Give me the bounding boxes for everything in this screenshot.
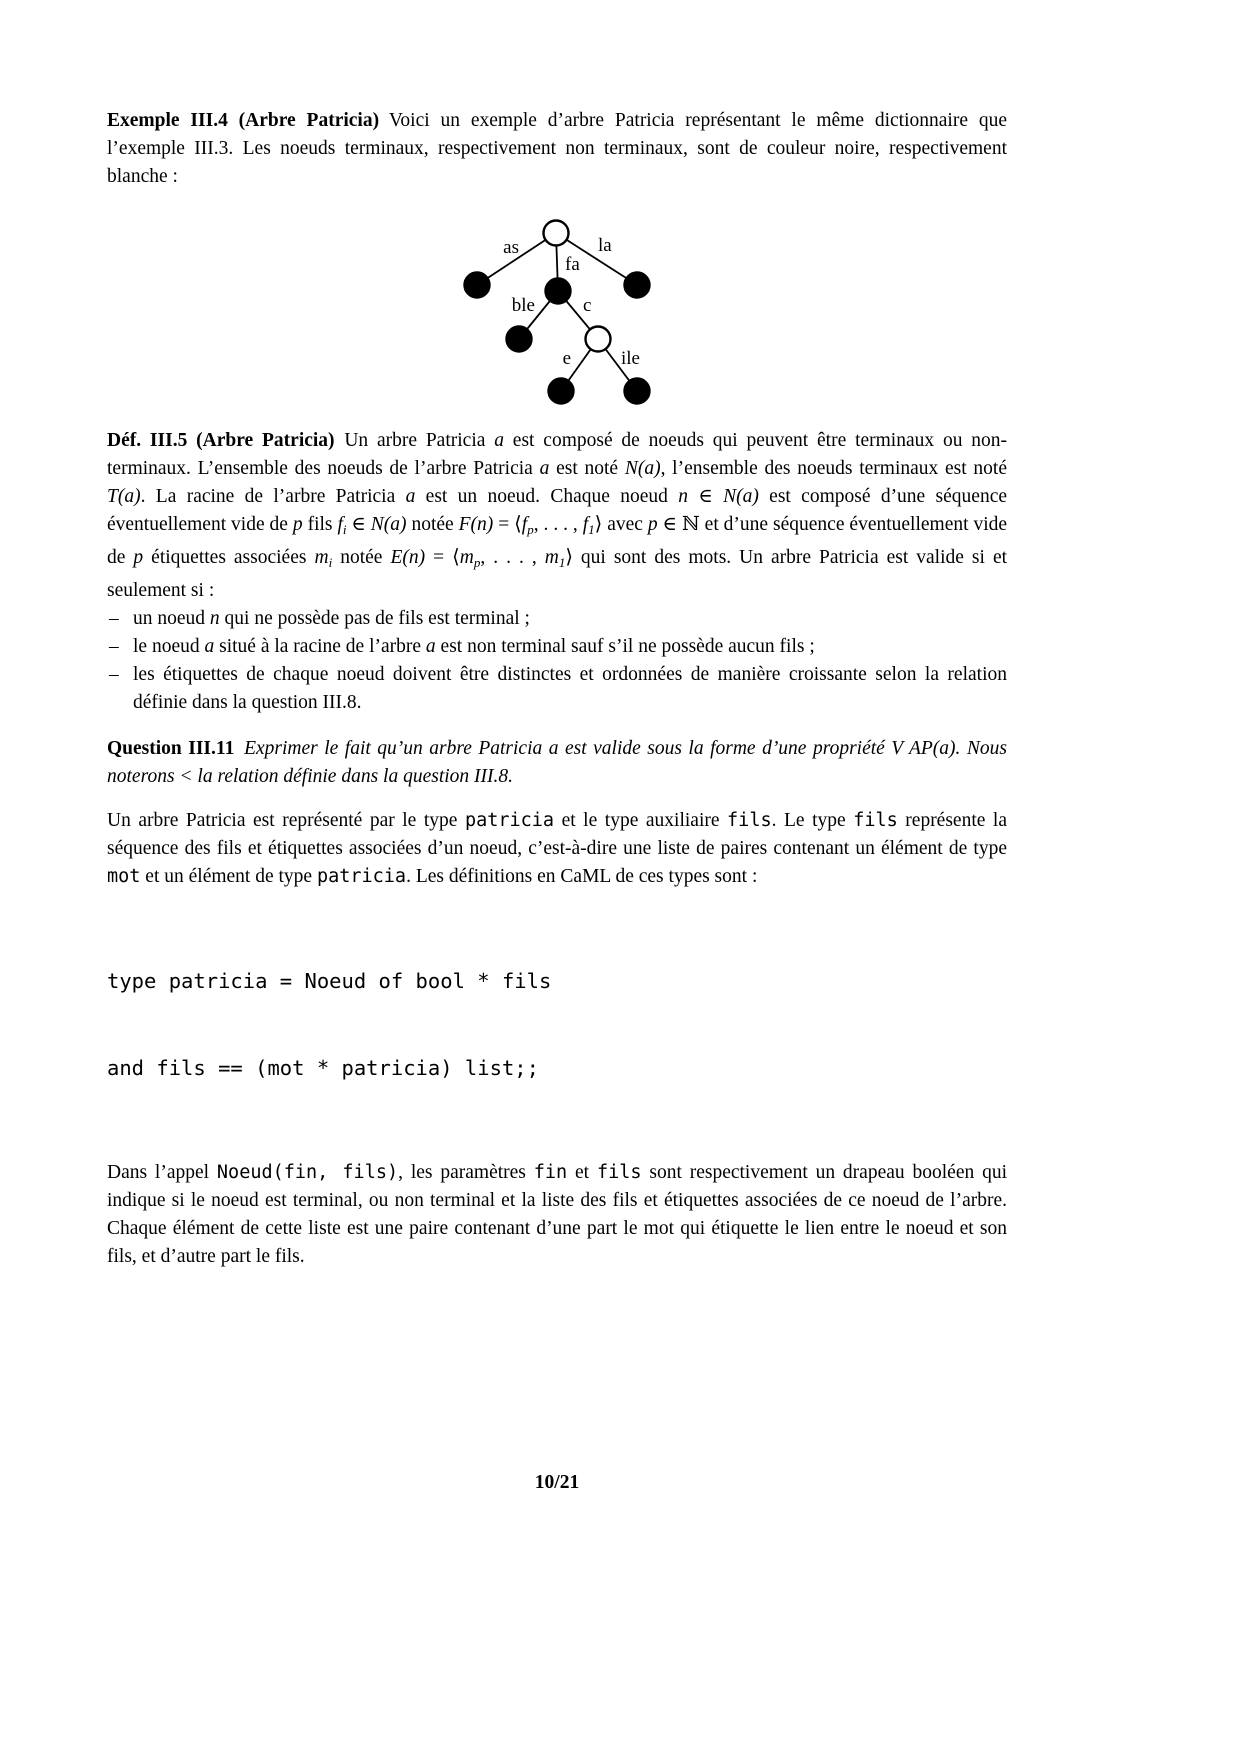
noeud-call-paragraph	[107, 1159, 1007, 1271]
text-segment: = ⟨	[493, 514, 522, 535]
validity-condition-text	[133, 608, 530, 629]
text-segment: Un arbre Patricia	[334, 430, 495, 451]
text-segment: , . . . ,	[480, 547, 545, 568]
text-segment: n	[209, 608, 220, 629]
tree-node-child-e	[549, 379, 574, 404]
tree-node-root	[544, 221, 569, 246]
text-segment: et le type auxiliaire	[554, 810, 728, 831]
tree-node-child-ble	[507, 327, 532, 352]
text-segment: est un noeud. Chaque noeud	[415, 486, 679, 507]
patricia-tree-svg	[407, 213, 707, 413]
validity-condition-2	[107, 633, 1007, 661]
tree-node-child-as	[465, 273, 490, 298]
text-segment: f	[582, 514, 589, 535]
text-segment: . Le type	[771, 810, 854, 831]
text-segment: m	[544, 547, 559, 568]
text-segment: Déf. III.5 (Arbre Patricia)	[107, 430, 335, 451]
text-segment: i	[328, 555, 333, 570]
text-segment: fils	[302, 514, 338, 535]
text-segment: fils	[596, 1162, 642, 1183]
definition-paragraph	[107, 427, 1007, 605]
page-number: 10/21	[534, 1472, 580, 1493]
text-segment: E(n)	[390, 547, 426, 568]
validity-condition-3	[107, 661, 1007, 717]
text-segment: , l’ensemble des noeuds terminaux est noté	[660, 458, 1007, 479]
text-segment: m	[314, 547, 329, 568]
text-segment: p	[473, 555, 481, 570]
text-segment: p	[527, 522, 534, 537]
text-segment: n	[678, 486, 688, 507]
text-segment: N(a)	[624, 458, 661, 479]
text-segment: p	[647, 514, 658, 535]
text-segment: et un élément de type	[140, 866, 317, 887]
text-segment: 1	[558, 555, 566, 570]
text-segment: a	[494, 430, 504, 451]
question-paragraph	[107, 735, 1007, 791]
text-segment: f	[337, 514, 343, 535]
code-line: type patricia = Noeud of bool * fils	[107, 969, 552, 993]
text-segment: Voici un exemple d’arbre Patricia représentant le même dictionnaire que l’exemple III.3. Les noeuds terminaux, respectivement non terminaux, sont de couleur noire, respectivement blanche :	[107, 110, 1007, 187]
text-segment: fin	[533, 1162, 568, 1183]
text-segment: T(a)	[107, 486, 141, 507]
edge-label-c: c	[583, 295, 592, 316]
text-segment: Un arbre Patricia est représenté par le type	[107, 810, 465, 831]
tree-edges	[477, 233, 637, 391]
text-segment: mot	[107, 866, 141, 887]
text-segment: ∈ ℕ et d’une séquence éventuellement vide de	[107, 514, 1008, 568]
text-segment: a	[425, 636, 436, 657]
text-segment: est noté	[549, 458, 625, 479]
text-segment: = ⟨	[425, 547, 460, 568]
validity-conditions-list	[107, 605, 1007, 717]
text-segment: ∈	[687, 486, 724, 507]
text-segment: Exemple III.4 (Arbre Patricia)	[107, 110, 380, 131]
text-segment: qui ne possède pas de fils est terminal ;	[219, 608, 530, 629]
text-segment: et	[567, 1162, 597, 1183]
text-segment: le noeud	[133, 636, 205, 657]
text-segment: notée	[406, 514, 459, 535]
text-segment: p	[133, 547, 144, 568]
validity-condition-1	[107, 605, 1007, 633]
text-segment: i	[342, 522, 347, 537]
text-segment: a	[539, 458, 550, 479]
text-segment: fils	[727, 810, 772, 831]
text-segment: Dans l’appel	[107, 1162, 217, 1183]
text-segment: 1	[588, 522, 595, 537]
text-segment: F(n)	[458, 514, 494, 535]
text-segment: a	[405, 486, 416, 507]
caml-code-block	[107, 909, 1007, 1141]
text-segment: fils	[853, 810, 898, 831]
text-segment: patricia	[464, 810, 555, 831]
text-segment: ⟩ qui sont des mots. Un arbre Patricia est valide si et seulement si :	[107, 547, 1008, 601]
edge-label-fa: fa	[565, 254, 580, 275]
text-segment: a	[204, 636, 215, 657]
tree-node-child-fa	[546, 279, 571, 304]
text-segment: les étiquettes de chaque noeud doivent être distinctes et ordonnées de manière croissante selon la relation définie dans la question III.8.	[133, 664, 1007, 713]
edge-label-ble: ble	[511, 295, 535, 316]
code-line: and fils == (mot * patricia) list;;	[107, 1056, 539, 1080]
text-segment: f	[521, 514, 528, 535]
tree-node-child-ile	[625, 379, 650, 404]
dash-bullet: –	[109, 664, 119, 685]
text-segment: est composé de noeuds qui peuvent être terminaux ou non-terminaux. L’ensemble des noeuds de l’arbre Patricia	[107, 430, 1008, 479]
text-segment: représente la séquence des fils et étiquettes associées d’un noeud, c’est-à-dire une liste de paires contenant un élément de type	[107, 810, 1008, 859]
validity-condition-text	[133, 664, 1007, 713]
edge-label-la: la	[598, 235, 612, 256]
tree-node-child-la	[625, 273, 650, 298]
dash-bullet: –	[109, 608, 119, 629]
edge-label-as: as	[503, 237, 519, 258]
text-segment: , les paramètres	[398, 1162, 534, 1183]
text-segment: . Les définitions en CaML de ces types sont :	[406, 866, 758, 887]
text-segment: p	[292, 514, 303, 535]
example-paragraph	[107, 107, 1007, 191]
dash-bullet: –	[109, 636, 119, 657]
text-segment: est composé d’une séquence éventuellement vide de	[107, 486, 1008, 535]
text-segment: Question III.11	[107, 738, 235, 759]
text-segment: ⟩ avec	[594, 514, 648, 535]
text-segment: étiquettes associées	[143, 547, 315, 568]
text-segment: est non terminal sauf s’il ne possède aucun fils ;	[435, 636, 815, 657]
text-segment: N(a)	[370, 514, 407, 535]
text-segment: patricia	[316, 866, 407, 887]
text-segment: . La racine de l’arbre Patricia	[140, 486, 406, 507]
patricia-tree-diagram	[407, 213, 707, 413]
tree-node-child-c	[586, 327, 611, 352]
text-segment: m	[459, 547, 474, 568]
validity-condition-text	[133, 636, 815, 657]
edge-label-e: e	[562, 348, 571, 369]
text-segment: situé à la racine de l’arbre	[214, 636, 426, 657]
edge-label-ile: ile	[621, 348, 640, 369]
text-segment: N(a)	[723, 486, 759, 507]
text-segment: Exprimer le fait qu’un arbre Patricia a est valide sous la forme d’une propriété V AP(a). Nous noterons < la relation définie dans la question III.8.	[107, 738, 1008, 787]
text-segment: sont respectivement un drapeau booléen qui indique si le noeud est terminal, ou non terminal et la liste des fils et étiquettes associées de ce noeud de l’arbre. Chaque élément de cette liste est une paire contenant d’une part le mot qui étiquette le lien entre le noeud et son fils, et d’autre part le fils.	[107, 1162, 1007, 1267]
text-segment: , . . . ,	[533, 514, 583, 535]
text-segment: ∈	[346, 514, 371, 535]
text-segment: notée	[332, 547, 391, 568]
types-paragraph	[107, 807, 1007, 891]
text-segment: un noeud	[133, 608, 210, 629]
text-segment: Noeud(fin, fils)	[216, 1162, 399, 1183]
